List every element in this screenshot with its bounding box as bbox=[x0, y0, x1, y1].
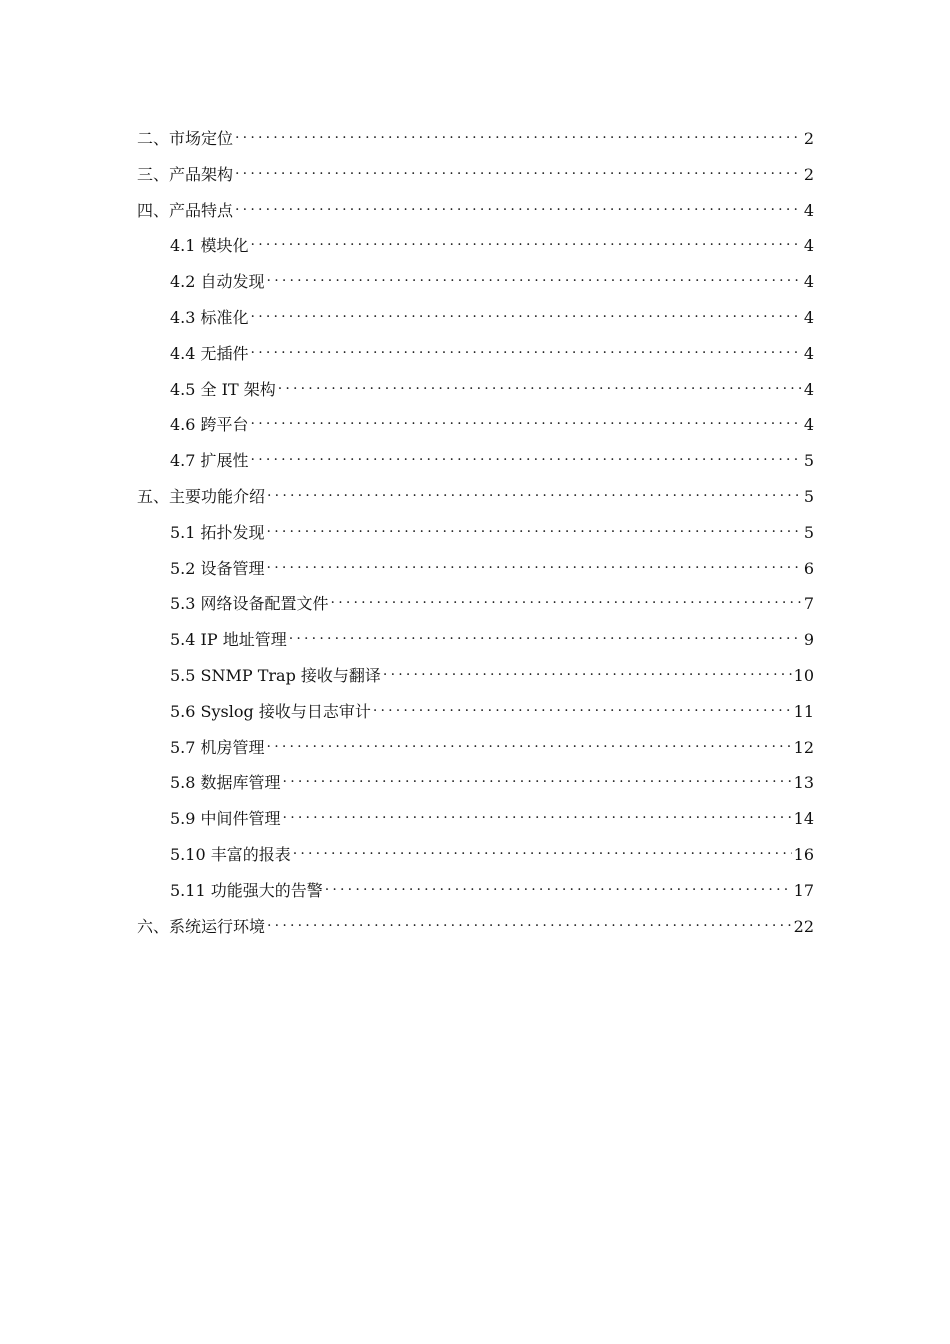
toc-entry-title: 五、主要功能介绍 bbox=[137, 486, 266, 506]
toc-entry[interactable] bbox=[137, 694, 814, 730]
toc-dot-leader bbox=[251, 303, 802, 323]
toc-entry[interactable] bbox=[137, 515, 814, 551]
toc-entry-page-number: 14 bbox=[793, 809, 814, 829]
toc-entry[interactable] bbox=[137, 372, 814, 408]
toc-dot-leader bbox=[251, 410, 802, 430]
toc-entry-page-number: 4 bbox=[803, 272, 814, 292]
toc-entry-page-number: 16 bbox=[793, 844, 814, 864]
toc-entry-title: 5.7 机房管理 bbox=[170, 737, 265, 757]
toc-entry[interactable] bbox=[137, 193, 814, 229]
toc-dot-leader bbox=[251, 446, 802, 466]
toc-entry[interactable] bbox=[137, 479, 814, 515]
toc-dot-leader bbox=[267, 518, 802, 538]
toc-entry[interactable] bbox=[137, 551, 814, 587]
toc-entry-title: 5.8 数据库管理 bbox=[170, 773, 281, 793]
toc-dot-leader bbox=[283, 768, 792, 788]
toc-entry[interactable] bbox=[137, 121, 814, 157]
toc-entry-page-number: 17 bbox=[793, 880, 814, 900]
toc-entry-title: 5.1 拓扑发现 bbox=[170, 522, 265, 542]
toc-dot-leader bbox=[325, 876, 792, 896]
toc-entry[interactable] bbox=[137, 407, 814, 443]
toc-dot-leader bbox=[373, 697, 792, 717]
toc-entry-page-number: 5 bbox=[803, 486, 814, 506]
toc-entry-title: 三、产品架构 bbox=[137, 164, 234, 184]
toc-entry-page-number: 4 bbox=[803, 307, 814, 327]
toc-dot-leader bbox=[267, 482, 802, 502]
toc-entry-page-number: 2 bbox=[803, 129, 814, 148]
toc-entry-page-number: 7 bbox=[803, 594, 814, 614]
toc-entry-title: 4.3 标准化 bbox=[170, 307, 249, 327]
toc-entry-page-number: 4 bbox=[803, 200, 814, 220]
toc-entry[interactable] bbox=[137, 157, 814, 193]
toc-entry-title: 5.5 SNMP Trap 接收与翻译 bbox=[170, 665, 381, 685]
toc-dot-leader bbox=[267, 912, 792, 932]
toc-entry[interactable] bbox=[137, 801, 814, 837]
table-of-contents bbox=[137, 121, 814, 944]
toc-dot-leader bbox=[235, 196, 802, 216]
toc-entry[interactable] bbox=[137, 622, 814, 658]
toc-dot-leader bbox=[289, 625, 802, 645]
toc-entry[interactable] bbox=[137, 336, 814, 372]
toc-entry-page-number: 4 bbox=[803, 343, 814, 363]
toc-entry[interactable] bbox=[137, 765, 814, 801]
toc-entry-title: 5.10 丰富的报表 bbox=[170, 844, 291, 864]
toc-entry-page-number: 10 bbox=[793, 665, 814, 685]
toc-entry-title: 5.3 网络设备配置文件 bbox=[170, 594, 329, 614]
toc-entry[interactable] bbox=[137, 300, 814, 336]
toc-dot-leader bbox=[331, 589, 802, 609]
toc-entry[interactable] bbox=[137, 909, 814, 945]
toc-entry-title: 5.4 IP 地址管理 bbox=[170, 630, 287, 650]
toc-entry[interactable] bbox=[137, 264, 814, 300]
toc-dot-leader bbox=[383, 661, 792, 681]
toc-entry-title: 5.6 Syslog 接收与日志审计 bbox=[170, 701, 371, 721]
toc-entry-page-number: 13 bbox=[793, 773, 814, 793]
toc-entry[interactable] bbox=[137, 837, 814, 873]
toc-dot-leader bbox=[251, 231, 802, 251]
toc-entry-title: 六、系统运行环境 bbox=[137, 916, 266, 936]
toc-entry-page-number: 9 bbox=[803, 630, 814, 650]
toc-dot-leader bbox=[251, 339, 802, 359]
toc-entry-title: 四、产品特点 bbox=[137, 200, 234, 220]
toc-entry-page-number: 2 bbox=[803, 164, 814, 184]
toc-entry-title: 5.11 功能强大的告警 bbox=[170, 880, 323, 900]
toc-entry-page-number: 4 bbox=[803, 415, 814, 435]
toc-entry[interactable] bbox=[137, 730, 814, 766]
toc-dot-leader bbox=[235, 124, 802, 144]
toc-dot-leader bbox=[267, 554, 802, 574]
toc-entry-page-number: 5 bbox=[803, 522, 814, 542]
toc-entry-page-number: 12 bbox=[793, 737, 814, 757]
toc-dot-leader bbox=[267, 733, 792, 753]
toc-entry[interactable] bbox=[137, 228, 814, 264]
toc-entry-title: 4.1 模块化 bbox=[170, 236, 249, 256]
toc-entry-title: 5.9 中间件管理 bbox=[170, 809, 281, 829]
toc-dot-leader bbox=[235, 160, 802, 180]
toc-dot-leader bbox=[267, 267, 802, 287]
toc-entry-page-number: 11 bbox=[793, 701, 814, 721]
toc-dot-leader bbox=[293, 840, 792, 860]
toc-entry-title: 4.4 无插件 bbox=[170, 343, 249, 363]
toc-dot-leader bbox=[283, 804, 792, 824]
toc-entry-page-number: 5 bbox=[803, 451, 814, 471]
toc-entry-title: 4.5 全 IT 架构 bbox=[170, 379, 276, 399]
toc-entry[interactable] bbox=[137, 586, 814, 622]
toc-entry-page-number: 22 bbox=[793, 916, 814, 936]
toc-entry[interactable] bbox=[137, 873, 814, 909]
toc-entry-page-number: 4 bbox=[803, 379, 814, 399]
toc-entry[interactable] bbox=[137, 443, 814, 479]
toc-entry-title: 二、市场定位 bbox=[137, 129, 234, 148]
toc-entry-title: 4.6 跨平台 bbox=[170, 415, 249, 435]
toc-dot-leader bbox=[278, 375, 802, 395]
toc-entry-title: 5.2 设备管理 bbox=[170, 558, 265, 578]
toc-entry-title: 4.7 扩展性 bbox=[170, 451, 249, 471]
toc-entry[interactable] bbox=[137, 658, 814, 694]
toc-entry-page-number: 6 bbox=[803, 558, 814, 578]
toc-entry-title: 4.2 自动发现 bbox=[170, 272, 265, 292]
toc-entry-page-number: 4 bbox=[803, 236, 814, 256]
